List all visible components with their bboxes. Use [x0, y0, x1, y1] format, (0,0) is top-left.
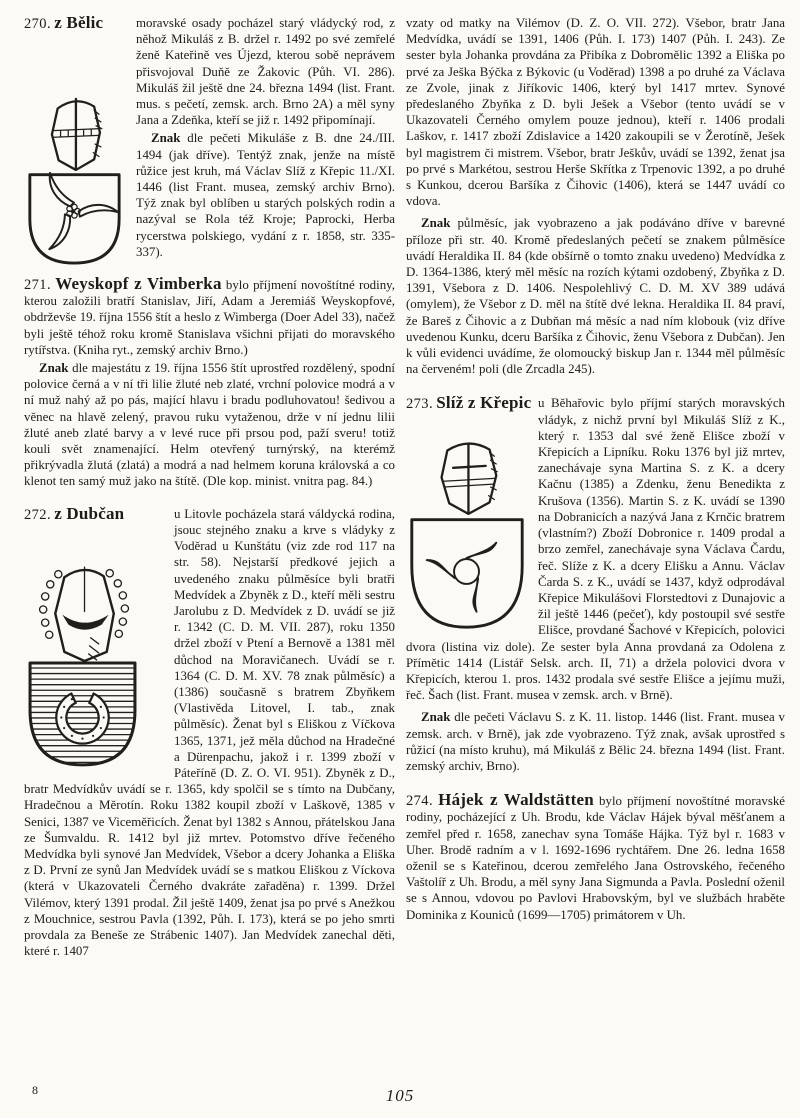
entry-272: [24, 503, 395, 960]
entry-270-znak: Znak dle pečeti Mikuláše z B. dne 24./III. 1494 (jak dříve). Tentýž znak, jenže na místě růžice jest kruh, má Václav Slíž z Křepic 11./XI. 1446 (list Frant. musea, zemský archiv Brno). Týž znak byl oblíben u starých polských rodin a nazýval se Rola též Kroje; Paprocki, Herba rycerstwa polskiego, vydání z r. 1858, str. 335-337).: [136, 131, 395, 259]
entry-271-znak: Znak dle majestátu z 19. října 1556 štít uprostřed rozdělený, spodní polovice černá a v ní tři lilie žluté neb zlaté, vrchní polovice modrá a v ní muž nahý až po pás, mající hlavu i bradu podluhovatou! šedivou a věnec na hlavě zelený, pravou ruku vytaženou, drže v ní jednu lilii žluté aneb zlaté barvy a v levé ruce při prsou pod, paží sveru! totiž kouli svět znamenající. Helm otevřený turnýrský, na kterémž přikrývadla žlutá (zlatá) a modrá a nad helmem koruna královská a co klenot ten samý muž jako na štítě. (Dle kop. minist. vnitra pag. 84.): [24, 361, 395, 489]
entry-273-heading: [406, 395, 538, 412]
entry-272-continuation: [406, 15, 785, 377]
entry-270: [24, 15, 395, 260]
belic-coat-of-arms-icon: [26, 94, 122, 267]
entry-number: 271.: [24, 277, 51, 294]
entry-272-continuation-text: vzaty od matky na Vilémov (D. Z. O. VII. 272). Všebor, bratr Jana Medvídka, uvádí se 1391, 1406 (Půh. I. 173) 1407 (Půh. I. 243). Ze sester byla Johanka provdána za Přibíka z Dobromělic 1392 a Eliška po prvé za Ješka Býčka z Býkovic (u Voděrad) 1398 a po druhé za Václava ze Zvole, jinak z Jiříkovic 1406, který byl 1417 mrtev. Synové předeslaného Zbyňka z D. byli Ješek a Všebor (tento uvádí se v Ukazovateli Černého omylem pouze jednou), kteří r. 1406 prodali Laškov, r. 1417 zboží Zdislavice a 1420 zakoupili se v Žerotíně, Ješek byl magistrem či mistrem. Všebor, bratr Ješkův, uvádí se 1392, ženat jsa po prvé s Markétou, sestrou Herše Skřítka z Trpenovic 1392, a po druhé s Kunkou, dcerou Baršíka z Čihovic (1406), která se 1447 uvádí co vdova.: [406, 16, 785, 209]
entry-number: 273.: [406, 396, 433, 413]
entry-273: [406, 395, 785, 774]
entry-270-intro: moravské osady pocházel starý vládycký rod, z něhož Mikuláš z B. držel r. 1492 po své zemřelé ženě Kateřině ves Újezd, kterou sobě neprávem přisvojoval Duňě ze Žakovic (Půh. VI. 286). Mikuláš žil ještě dne 24. března 1494 (list. Frant. mus. s pečetí, zemsk. arch. Brno 2A) a měl syny Jana a Zdeňka, kteří se již r. 1492 připomínají.: [136, 16, 395, 128]
entry-number: 274.: [406, 793, 433, 810]
entry-270-gutter: [24, 15, 136, 271]
entry-number: 272.: [24, 506, 51, 523]
entry-273-znak: Znak dle pečeti Václavu S. z K. 11. listop. 1446 (list. Frant. musea v zemsk. arch. v Brně), jak zde vyobrazeno. Týž znak, avšak uprostřed s růžicí (na místo kruhu), má Mikuláš z Bělic 24. března 1494 (list. Frant. zemský archiv, Brno).: [406, 710, 785, 773]
entry-272-heading: [24, 503, 174, 523]
entry-272-znak: Znak půlměsíc, jak vyobrazeno a jak podáváno dříve v barevné příloze při str. 40. Kromě předeslaných pečetí se znakem půlměsíce uvádí Heraldika II. 84 (kde obšírně o tomto znaku uvedeno) Medvídka z D. 1364-1386, který měl měsíc na rozích kýtami ozdobený, Zbyňka z D. 1391, Všebora z D. 1406. Nespolehlivý C. D. M. XV 389 udává (omylem), že Všebor z D. měl na štítě dvé lekna. Heraldika II. 84 praví, že Bareš z Čihovic a z Dubňan má měsíc a nad ním klobouk (viz dříve uvedenou Kunku, dceru Baršíka z Čihovic, ženu Všebora z Dubčan). Jen k vůli evidenci uvádíme, že olomoucký biskup Jan r. 1344 měl půlměsíc na červeném! poli (dle Zrcadla 245).: [406, 216, 785, 377]
family-name: z Bělic: [54, 15, 104, 32]
entry-number: 270.: [24, 16, 51, 32]
left-column: [24, 15, 395, 1087]
entry-273-gutter: [406, 395, 538, 634]
entry-274: [406, 792, 785, 923]
family-name: Weyskopf z Vimberka: [55, 274, 222, 294]
entry-273-intro: u Běhařovic bylo příjmí starých moravských vládyk, z nichž první byl Mikuláš Slíž z K., který r. 1353 dal své ženě Elišce zboží v Křepicích a Lipníku. Roku 1376 byl již mrtev, zanechávaje syna Martina S. z K. a dcery Kačnu (1385) a Zdenku, ženu Benedikta z Krušova (1356). Martin S. z K. uvádí se 1390 na Dobranicích a nazývá Jana z Krnčic bratrem (vlastním?) Zboží Dobronice r. 1409 prodal a brzo zemřel, zanechávaje syna Václava Čardu, řeč. Slíže z K. a dcery Elišku a Annu. Václav Čarda S. z K., uvádí se 1437, když odprodával Křepice Mikulášovi Florstedtovi z Dunajovic a žil ještě 1446 (pečeť), kdy postoupil své sestře Elišce, provdané Šachové v Křepicích, polovici dvora (listina viz dole). Ze sester byla Anna provdaná za Odolena z Přímětic 1414 (Listář Selsk. arch. II, 71) a držela polovici dvora v Křepicích, kterou 1. pros. 1432 prodala své sestře Elišce a jejímu muži, řeč. Šach (list. Frant. musea v zemsk. arch. v Brně).: [406, 396, 785, 703]
entry-274-intro: 274. Hájek z Waldstätten bylo příjmení novoštítné moravské rodiny, pocházející z Uh. Brodu, kde Václav Hájek býval měšťanem a zemřel před r. 1658, zanechav syna Tomáše Hájka. Týž byl r. 1683 v Uher. Brodě radním a v l. 1692-1696 rychtářem. Dne 26. ledna 1658 oženil se s Kateřinou, dcerou zemřelého Jana Ostrovského, řečeného Vaštolíř z Uh. Brodu, a měl syny Jana Sigmunda a Pavla. Poslední oženil se s Annou, vdovou po Pavlovi Hrabovským, byl ve službách hraběte Dominika z Kouniců (1699—1705) primátorem v Uh.: [406, 790, 785, 922]
family-name: Hájek z Waldstätten: [438, 790, 594, 810]
entry-272-gutter: [24, 503, 174, 772]
family-name: Slíž z Křepic: [436, 393, 532, 413]
entry-270-heading: [24, 15, 136, 32]
right-column: [406, 15, 785, 1087]
entry-271: [24, 276, 395, 490]
entry-272-intro: u Litovle pocházela stará váldycká rodina, jsouc stejného znaku a krve s vládyky z Voděrad u Kunštátu (viz zde rod 117 na str. 58). Nejstarší předkové jejich a uvedeného znaku půlměsíce byli bratři Medvídek a Zbyněk z D., kteří měli sestru Jarolubu z D. Medvídek z D. uvádí se již r. 1342 (C. D. M. VII. 287), roku 1350 držel zboží v Ptení a Bernově a 1381 měl důchod na Moravičanech. Uvádí se r. 1364 (C. D. M. XV. 78 znak půlměsíc) a (1386) současně s bratrem Zbyňkem (Vlastivěda Litovel, I. tab., znak půlměsíc). Ženat byl s Eliškou z Víčkova 1365, 1371, jež měla důchod na Hradečné a Dürenpachu, jakož i r. 1399 zboží v Páteříně (D. Z. O. VI. 951). Zbyněk z D., bratr Medvídkův uvádí se r. 1365, kdy spolčil se s tímto na Dubčany, Hradečnou a Měrotín. Roku 1382 koupil zboží v Laškově, 1385 v Senici, 1387 ve Viceměřicích. Ženat byl 1382 s Annou, přátelskou Jana ze Šumvaldu. R. 1412 byl již mrtev. Potomstvo dříve řečeného Medvídka byli synové Jan Medvídek, Všebor a dcery Johanka a Eliška z D. První ze synů Jan Medvídek uvádí se s matkou Eliškou z Víckova (která v Ukazovateli Černého dvakráte zařaděna) r. 1399. Držel Vilémov, který 1391 prodal. Žil ještě 1409, ženat jsa po prvé s Anežkou z Mouchnice, sestrou Pavla (1392, Půh. I. 173), která se po jeho smrti provdala za Beneše ze Strábenic 1407). Jan Medvídek zanechal děti, které r. 1407: [24, 506, 395, 959]
dubcan-coat-of-arms-icon: [24, 561, 140, 768]
krepic-coat-of-arms-icon: [407, 439, 527, 631]
family-name: z Dubčan: [54, 503, 125, 523]
entry-271-intro: 271. Weyskopf z Vimberka bylo příjmení novoštítné rodiny, kterou založili bratří Stanislav, Jiří, Adam a Jeremiáš Weyskopfové, obdrževše 19. října 1556 štít a heslo z Wimberga (Doer Adel 33), načež byli ještě téhož roku kromě Stanislava všichni přijati do moravského rytířstva. (Kniha ryt., zemský archiv Brno.): [24, 274, 395, 357]
signature-mark: 8: [32, 1083, 39, 1097]
page-number: 105: [385, 1086, 415, 1105]
